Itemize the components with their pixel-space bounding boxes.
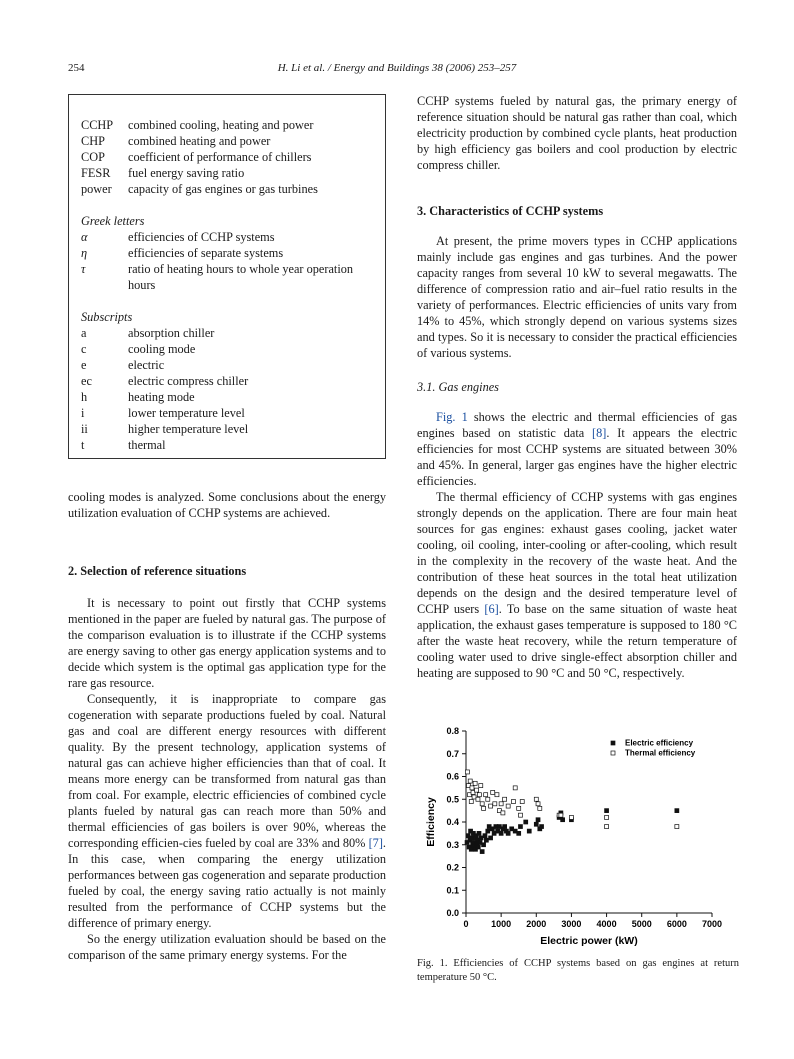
thermal-efficiency-point: [518, 813, 522, 817]
legend-thermal-marker: [611, 751, 615, 755]
thermal-efficiency-point: [482, 806, 486, 810]
electric-efficiency-point: [484, 838, 488, 842]
x-tick-label: 0: [463, 919, 469, 929]
chart-legend: [611, 739, 696, 758]
paragraph-text: . It appears the electric efficiencies for most CCHP systems are situated between 30% and 45%. In general, larger gas engines have the higher electric efficiencies.: [417, 426, 738, 488]
nomenclature-definition: electric compress chiller: [128, 374, 249, 388]
nomenclature-definition: heating mode: [128, 390, 195, 404]
thermal-efficiency-point: [536, 802, 540, 806]
nomenclature-row: [81, 437, 377, 453]
thermal-efficiency-point: [472, 795, 476, 799]
page-number: 254: [68, 62, 85, 74]
body-paragraph: CCHP systems fueled by natural gas, the primary energy of reference situation should be natural gas rather than coal, which electricity production by combined cycle plants, heat production by high efficiency gas boilers and cool production by electric compress chiller.: [417, 94, 737, 172]
thermal-efficiency-point: [495, 793, 499, 797]
nomenclature-term: i: [81, 406, 85, 420]
thermal-efficiency-point: [480, 802, 484, 806]
section-2-heading: 2. Selection of reference situations: [68, 564, 247, 578]
legend-electric-label: Electric efficiency: [625, 738, 694, 748]
x-tick-label: 1000: [491, 919, 512, 929]
thermal-efficiency-point: [473, 781, 477, 785]
thermal-efficiency-point: [489, 804, 493, 808]
thermal-efficiency-point: [513, 786, 517, 790]
nomenclature-term: FESR: [81, 166, 111, 180]
x-tick-label: 2000: [526, 919, 547, 929]
subsection-3-1-heading: 3.1. Gas engines: [417, 380, 499, 394]
thermal-efficiency-point: [475, 788, 479, 792]
thermal-efficiency-point: [470, 786, 474, 790]
thermal-efficiency-point: [465, 770, 469, 774]
electric-efficiency-point: [540, 825, 544, 829]
journal-citation: H. Li et al. / Energy and Buildings 38 (2006) 253–257: [277, 62, 517, 74]
thermal-efficiency-point: [491, 790, 495, 794]
electric-efficiency-point: [499, 831, 503, 835]
electric-efficiency-point: [524, 820, 528, 824]
left-column: [68, 489, 386, 963]
greek-letters-heading: Greek letters: [81, 214, 145, 228]
nomenclature-row: [81, 245, 377, 261]
y-tick-label: 0.5: [446, 794, 459, 805]
electric-efficiency-point: [476, 845, 480, 849]
y-axis-label: Efficiency: [425, 797, 437, 847]
nomenclature-definition: thermal: [128, 438, 166, 452]
intro-tail-paragraph: cooling modes is analyzed. Some conclusions about the energy utilization evaluation of CCHP systems are achieved.: [68, 490, 386, 520]
nomenclature-row: [81, 229, 377, 245]
thermal-efficiency-point: [476, 797, 480, 801]
electric-efficiency-point: [675, 809, 679, 813]
thermal-efficiency-point: [503, 797, 507, 801]
nomenclature-definition: combined cooling, heating and power: [128, 118, 314, 132]
figure-caption: Fig. 1. Efficiencies of CCHP systems based on gas engines at return temperature 50 °C.: [417, 958, 739, 983]
body-paragraph: [417, 409, 737, 489]
y-tick-label: 0.1: [446, 885, 459, 896]
electric-efficiency-point: [477, 831, 481, 835]
electric-efficiency-point: [536, 818, 540, 822]
x-tick-label: 3000: [561, 919, 582, 929]
nomenclature-term: CHP: [81, 134, 105, 148]
section-3-heading: 3. Characteristics of CCHP systems: [417, 204, 604, 218]
reference-link[interactable]: [7]: [368, 836, 383, 850]
chart-marks: [465, 770, 679, 854]
reference-link[interactable]: [6]: [484, 602, 499, 616]
electric-efficiency-point: [527, 829, 531, 833]
nomenclature-row: [81, 373, 377, 389]
thermal-efficiency-point: [605, 825, 609, 829]
y-tick-label: 0.7: [446, 748, 459, 759]
body-paragraph: So the energy utilization evaluation should be based on the comparison of the same primary energy systems. For the: [68, 932, 386, 962]
electric-efficiency-point: [605, 809, 609, 813]
thermal-efficiency-point: [469, 800, 473, 804]
nomenclature-definition: electric: [128, 358, 165, 372]
nomenclature-row: [81, 261, 377, 293]
right-column: [417, 93, 737, 681]
y-tick-label: 0.2: [446, 862, 459, 873]
nomenclature-definition: fuel energy saving ratio: [128, 166, 245, 180]
electric-efficiency-point: [561, 818, 565, 822]
x-tick-label: 5000: [631, 919, 652, 929]
nomenclature-row: [81, 181, 377, 197]
nomenclature-term: COP: [81, 150, 105, 164]
electric-efficiency-point: [469, 847, 473, 851]
body-paragraph: [68, 691, 386, 931]
paragraph-text: The thermal efficiency of CCHP systems with gas engines strongly depends on the application. There are four main heat sources for gas engines: exhaust gases cooling, jacket water cooling, oil cooling, inter-cooling or after-cooling, which result in the complexity in the recovery of the waste heat. And the contribution of these heat sources in the total heat utilization depends on the design and the desired temperature level of CCHP users: [417, 490, 737, 616]
body-paragraph: It is necessary to point out firstly that CCHP systems mentioned in the paper are fueled by natural gas. The purpose of the comparison evaluation is to illustrate if the CCHP systems are energy saving to other gas energy application systems and to decide which system is the optimal gas application type for the rare gas resource.: [68, 596, 386, 690]
nomenclature-greek: [81, 213, 377, 293]
paragraph-text: shows the electric and thermal efficiencies of gas engines based on statistic data: [417, 410, 737, 440]
nomenclature-definition: capacity of gas engines or gas turbines: [128, 182, 318, 196]
electric-efficiency-point: [489, 836, 493, 840]
x-tick-label: 6000: [666, 919, 687, 929]
nomenclature-row: [81, 341, 377, 357]
nomenclature-definition: coefficient of performance of chillers: [128, 150, 312, 164]
nomenclature-row: [81, 149, 377, 165]
electric-efficiency-point: [479, 836, 483, 840]
nomenclature-box: [68, 94, 386, 459]
nomenclature-term: e: [81, 358, 87, 372]
nomenclature-subscripts: [81, 309, 377, 453]
thermal-efficiency-point: [675, 825, 679, 829]
nomenclature-row: [81, 117, 377, 133]
nomenclature-row: [81, 357, 377, 373]
thermal-efficiency-point: [477, 793, 481, 797]
thermal-efficiency-point: [605, 815, 609, 819]
nomenclature-main: [81, 117, 377, 197]
electric-efficiency-point: [482, 843, 486, 847]
nomenclature-term: h: [81, 390, 88, 404]
nomenclature-term: t: [81, 438, 85, 452]
nomenclature-definition: higher temperature level: [128, 422, 249, 436]
nomenclature-row: [81, 325, 377, 341]
thermal-efficiency-point: [479, 784, 483, 788]
body-paragraph: [417, 489, 737, 681]
legend-electric-marker: [611, 741, 615, 745]
thermal-efficiency-point: [538, 806, 542, 810]
nomenclature-term: c: [81, 342, 87, 356]
electric-efficiency-point: [517, 831, 521, 835]
thermal-efficiency-point: [493, 802, 497, 806]
thermal-efficiency-point: [506, 804, 510, 808]
paragraph-text: Consequently, it is inappropriate to compare gas cogeneration with separate productions fueled by coal. Natural gas and coal are different energy resources with different quality. By the present technology, application systems of natural gas can achieve higher efficiencies than that of coal. It means more energy can be transformed from natural gas than from coal. For example, electric efficiencies of combined cycle plants fueled by natural gas can reach more than 50% and thermal efficiencies of gas boilers is over 90%, whereas the corresponding efficien-cies fueled by coal are 33% and 80%: [68, 692, 386, 850]
thermal-efficiency-point: [468, 779, 472, 783]
thermal-efficiency-point: [484, 793, 488, 797]
electric-efficiency-point: [466, 834, 470, 838]
thermal-efficiency-point: [499, 802, 503, 806]
thermal-efficiency-point: [517, 806, 521, 810]
nomenclature-definition: efficiencies of CCHP systems: [128, 230, 275, 244]
thermal-efficiency-point: [569, 815, 573, 819]
nomenclature-definition: absorption chiller: [128, 326, 215, 340]
nomenclature-definition: efficiencies of separate systems: [128, 246, 284, 260]
nomenclature-term: ec: [81, 374, 92, 388]
nomenclature-term: CCHP: [81, 118, 114, 132]
electric-efficiency-point: [486, 829, 490, 833]
y-tick-label: 0.6: [446, 771, 459, 782]
nomenclature-term: τ: [81, 262, 86, 276]
nomenclature-term: ii: [81, 422, 88, 436]
thermal-efficiency-point: [520, 800, 524, 804]
electric-efficiency-point: [503, 825, 507, 829]
nomenclature-row: [81, 165, 377, 181]
thermal-efficiency-point: [534, 797, 538, 801]
electric-efficiency-point: [518, 825, 522, 829]
electric-efficiency-point: [506, 831, 510, 835]
thermal-efficiency-point: [511, 800, 515, 804]
nomenclature-row: [81, 389, 377, 405]
thermal-efficiency-point: [486, 797, 490, 801]
paragraph-text: . To base on the same situation of waste heat application, the exhaust gases temperature is supposed to 180 °C after the waste heat recovery, while the return temperature of cooling water used to drive single-effect absorption chiller and heating are supposed to 90 °C and 50 °C, respectively.: [417, 602, 737, 680]
legend-thermal-label: Thermal efficiency: [625, 748, 696, 758]
x-axis-label: Electric power (kW): [540, 935, 638, 947]
y-tick-label: 0.3: [446, 839, 459, 850]
electric-efficiency-point: [534, 822, 538, 826]
nomenclature-row: [81, 405, 377, 421]
nomenclature-term: a: [81, 326, 87, 340]
nomenclature-definition: lower temperature level: [128, 406, 245, 420]
x-tick-label: 4000: [596, 919, 617, 929]
electric-efficiency-point: [480, 850, 484, 854]
body-paragraph: At present, the prime movers types in CCHP applications mainly include gas engines and gas turbines. And the power capacity ranges from several 10 kW to several megawatts. The difference of compression ratio and air–fuel ratio results in the variety of performances. Electric efficiencies of units vary from 14% to 45%, which strongly depend on various systems sizes and types. So it is necessary to consider the practical efficiencies of various systems.: [417, 234, 737, 360]
y-tick-label: 0.4: [446, 817, 459, 827]
y-tick-label: 0.0: [446, 908, 459, 918]
nomenclature-definition: ratio of heating hours to whole year operation hours: [128, 262, 354, 292]
nomenclature-row: [81, 421, 377, 437]
efficiency-scatter-chart: [414, 724, 744, 952]
nomenclature-term: η: [81, 246, 88, 260]
reference-link[interactable]: [8]: [592, 426, 607, 440]
subscripts-heading: Subscripts: [81, 310, 133, 324]
y-tick-label: 0.8: [446, 726, 459, 736]
paragraph-text: . In this case, when comparing the energy utilization performances between gas cogeneration and separate production fueled by coal, the energy saving ratio actually is not mainly resulted from the performance of CCHP systems but the difference of primary energy.: [68, 836, 386, 930]
nomenclature-term: α: [81, 230, 88, 244]
thermal-efficiency-point: [559, 813, 563, 817]
figure-link[interactable]: Fig. 1: [436, 410, 468, 424]
nomenclature-definition: cooling mode: [128, 342, 196, 356]
x-tick-label: 7000: [701, 919, 723, 929]
nomenclature-term: power: [81, 182, 112, 196]
nomenclature-definition: combined heating and power: [128, 134, 271, 148]
thermal-efficiency-point: [501, 811, 505, 815]
electric-efficiency-point: [483, 834, 487, 838]
nomenclature-row: [81, 133, 377, 149]
